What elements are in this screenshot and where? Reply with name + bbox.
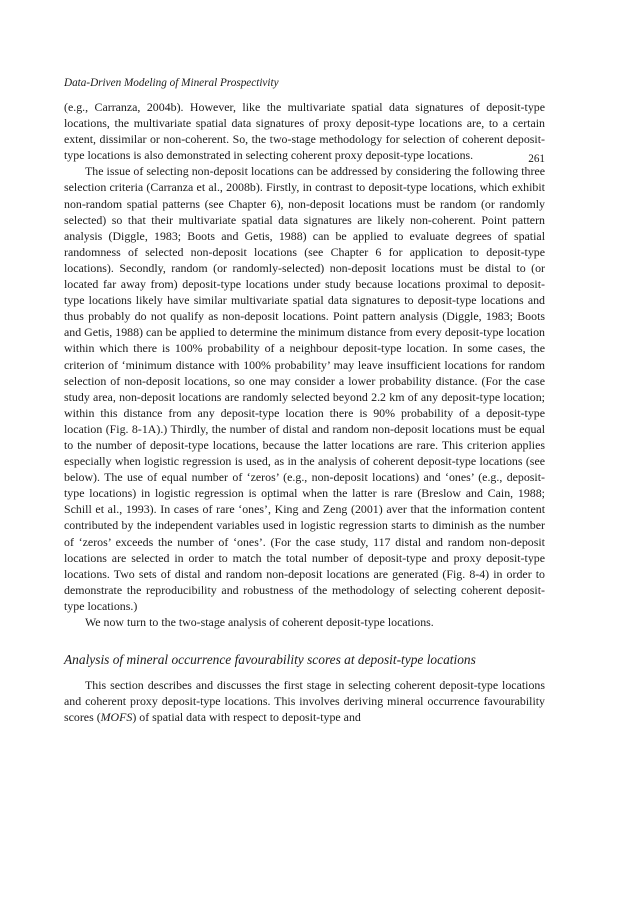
paragraph-4-part-b: ) of spatial data with respect to deposit-type and [132,710,361,725]
paragraph-4-part-a: This section describes and discusses the first stage in selecting coherent deposit-type locations and coherent proxy deposit-type locations. This involves deriving mineral occurrence favourability scores ( [64,678,545,725]
running-title: Data-Driven Modeling of Mineral Prospectivity [64,77,279,89]
page-number: 261 [528,153,545,165]
paragraph-2: The issue of selecting non-deposit locations can be addressed by considering the following three selection criteria (Carranza et al., 2008b). Firstly, in contrast to deposit-type locations, which exhibit non-random spatial patterns (see Chapter 6), non-deposit locations must be random (or randomly selected) so that their multivariate spatial data signatures are likely non-coherent. Point pattern analysis (Diggle, 1983; Boots and Getis, 1988) can be applied to evaluate degrees of spatial randomness of selected non-deposit locations (see Chapter 6 for application to deposit-type locations). Secondly, random (or randomly-selected) non-deposit locations must be distal to (or located far away from) deposit-type locations under study because locations proximal to deposit-type locations likely have similar multivariate spatial data signatures to deposit-type locations and thus probably do not qualify as non-deposit locations. Point pattern analysis (Diggle, 1983; Boots and Getis, 1988) can be applied to determine the minimum distance from every deposit-type location within which there is 100% probability of a neighbour deposit-type location. In some cases, the criterion of ‘minimum distance with 100% probability’ may leave insufficient locations for random selection of non-deposit locations, so one may consider a lower probability distance. (For the case study area, non-deposit locations are randomly selected beyond 2.2 km of any deposit-type location; within this distance from any deposit-type location there is 90% probability of a deposit-type location (Fig. 8-1A).) Thirdly, the number of distal and random non-deposit locations must be equal to the number of deposit-type locations, because the latter locations are rare. This criterion applies especially when logistic regression is used, as in the analysis of coherent deposit-type locations (see below). The use of equal number of ‘zeros’ (e.g., non-deposit locations) and ‘ones’ (e.g., deposit-type locations) in logistic regression is optimal when the latter is rare (Breslow and Cain, 1988; Schill et al., 1993). In cases of rare ‘ones’, King and Zeng (2001) aver that the information content contributed by the independent variables used in logistic regression starts to diminish as the number of ‘zeros’ exceeds the number of ‘ones’. (For the case study, 117 distal and random non-deposit locations are selected in order to match the total number of deposit-type and proxy deposit-type locations. Two sets of distal and random non-deposit locations are generated (Fig. 8-4) in order to demonstrate the reproducibility and robustness of the methodology of selecting coherent deposit-type locations.) [64,164,545,613]
paragraph-4 [64,677,545,725]
paragraph-1: (e.g., Carranza, 2004b). However, like the multivariate spatial data signatures of deposit-type locations, the multivariate spatial data signatures of proxy deposit-type locations are, to a certain extent, dissimilar or non-coherent. So, the two-stage methodology for selection of coherent deposit-type locations is also demonstrated in selecting coherent proxy deposit-type locations. [64,100,545,163]
body-text [64,99,545,725]
paragraph-3: We now turn to the two-stage analysis of coherent deposit-type locations. [85,615,434,629]
section-heading: Analysis of mineral occurrence favourability scores at deposit-type locations [64,652,476,668]
mofs-abbreviation: MOFS [100,710,133,725]
